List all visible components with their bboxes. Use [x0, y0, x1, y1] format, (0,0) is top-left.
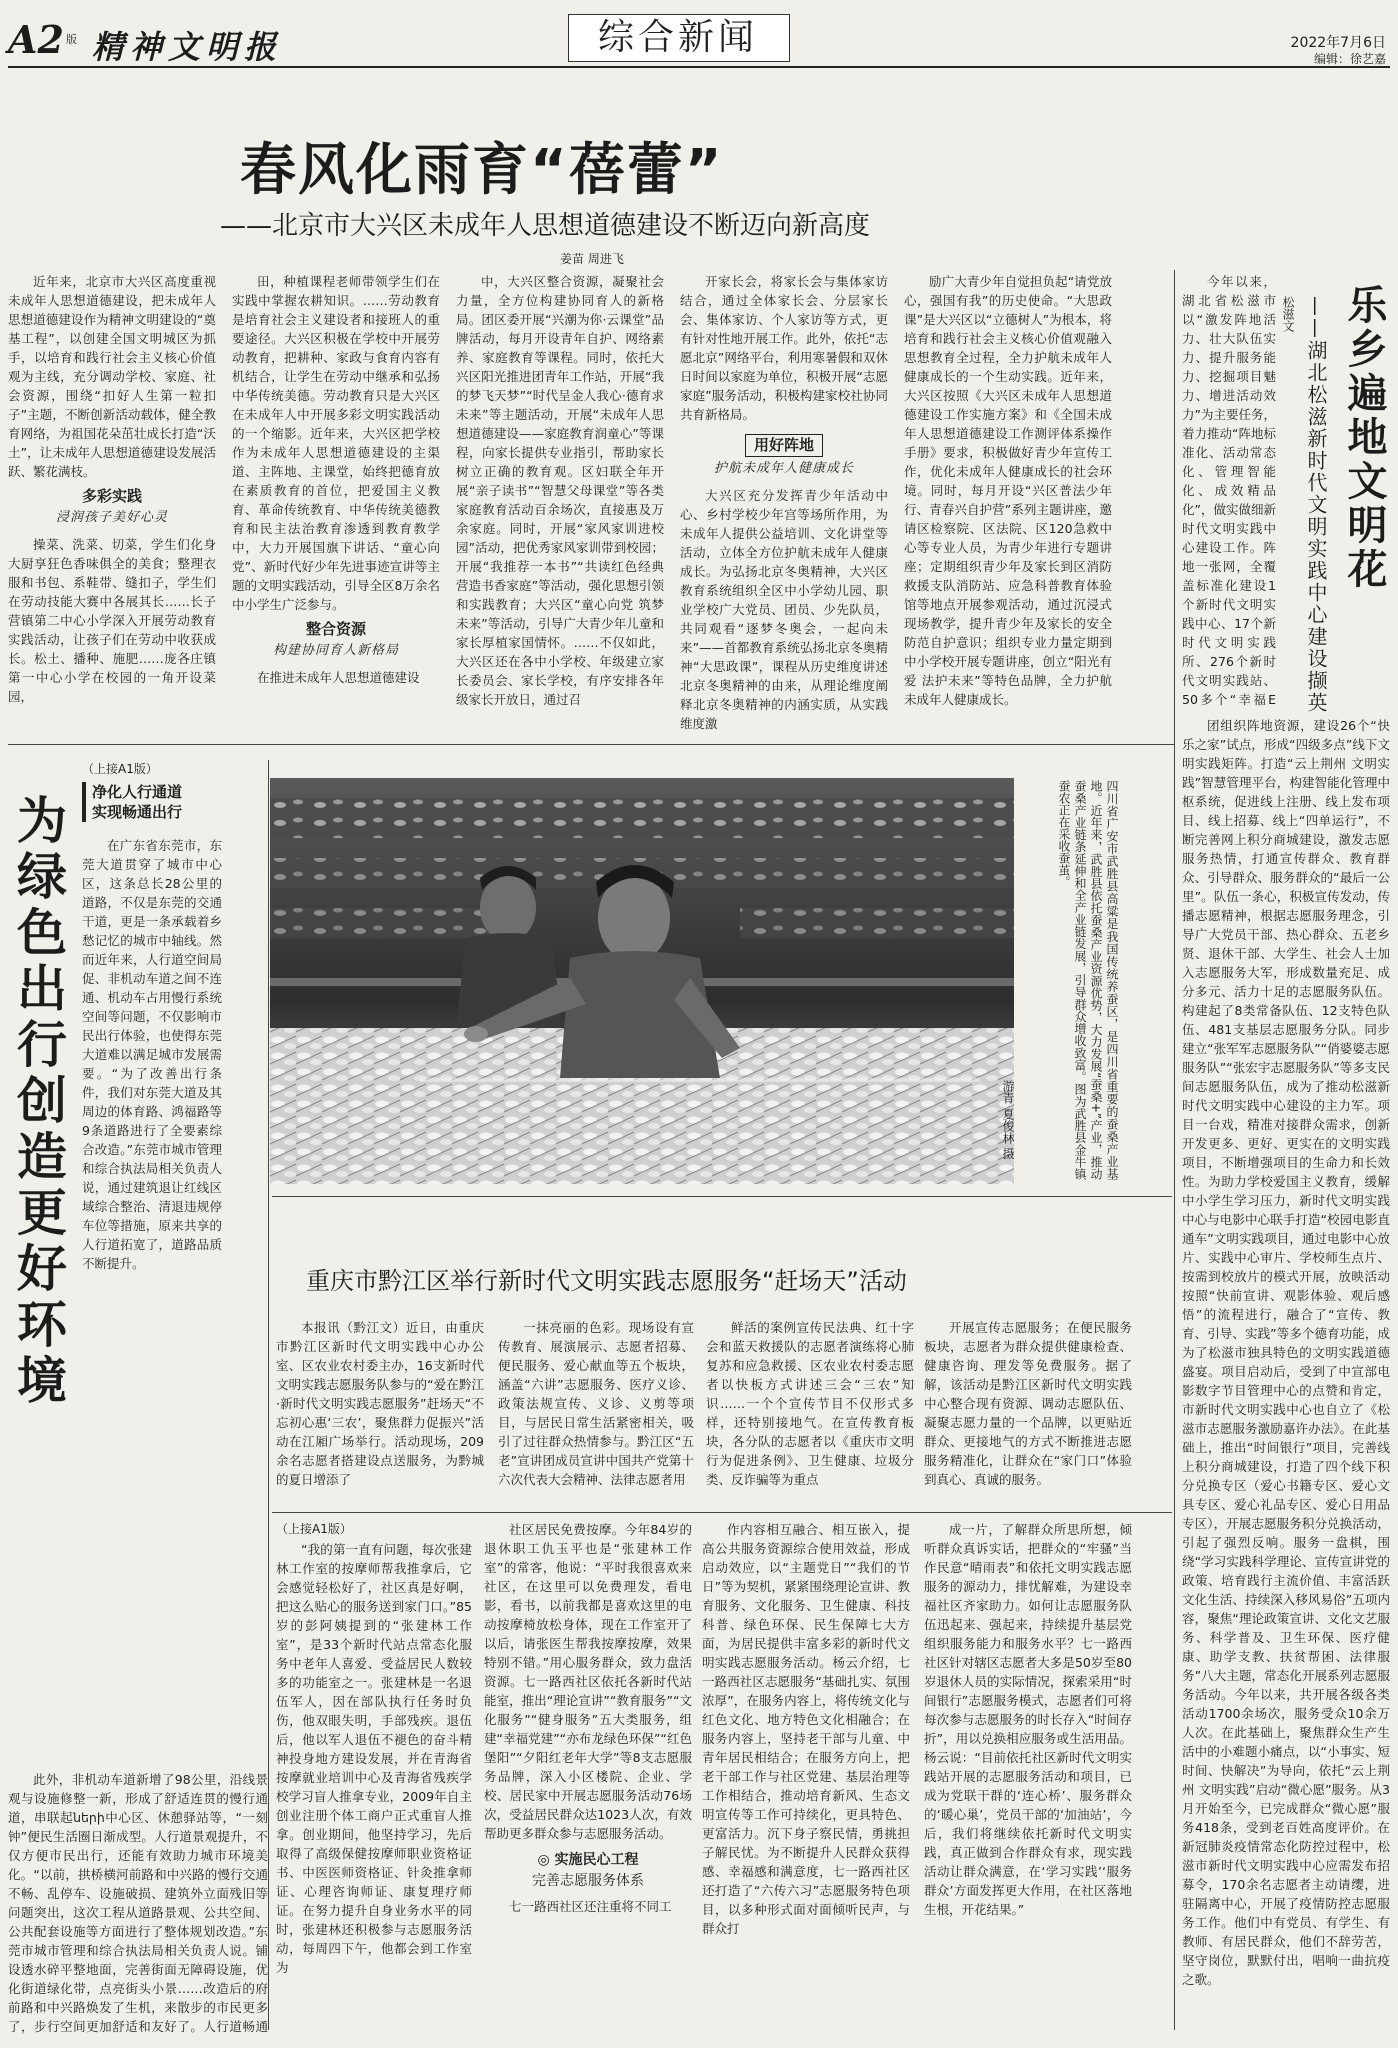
bottom-col-4: 成一片，了解群众所思所想，倾听群众真诉实话，把群众的“牢骚”当作民意“晴雨表”和依托文明实践志愿服务的源动力，排忧解难，为建设幸福社区齐家助力。如何让志愿服务队伍迅起来、强起来，持续提升基层党组织服务能力和服务水平？七一路西社区针对辖区志愿者大多是50岁至80岁退休人员的实际情况，探索采用“时间银行”志愿服务模式，志愿者们可将每次参与志愿服务的时长存入“时间存折”，用以兑换相应服务或生活用品。杨云说：“目前依托社区新时代文明实践站开展的志愿服务活动和项目，已成为党联干群的‘连心桥’、服务群众的‘暖心巢’，党员干部的‘加油站’，今后，我们将继续依托新时代文明实践，真正做到合作群众有求，现实践活动让群众满意，在‘学习实践’‘服务群众’方面发挥更大作用，在社区落地生根，开花结果。”: [924, 1522, 1132, 1917]
lead-byline: 姜苗 周进飞: [560, 252, 624, 266]
lead-subtitle: ——北京市大兴区未成年人思想道德建设不断迈向新高度: [220, 211, 871, 241]
side-body-narrow: 今年以来，湖北省松滋市以“激发阵地活力、壮大队伍实力、提升服务能力、挖掘项目魅力、增进活动效力”为主要任务，着力推动“阵地标准化、活动常态化、管理智能化、成效精品化”，做实做细新时代文明实践中心建设工作。阵地一张网，全覆盖标准化建设1个新时代文明实践中心、17个新时代文明实践所、276个新时代文明实践站、50多个“幸福E: [1182, 274, 1276, 707]
chongqing-col-1: 本报讯（黔江文）近日，由重庆市黔江区新时代文明实践中心办公室、区农业农村委主办，16支新时代文明实践志愿服务队参与的“爱在黔江·新时代文明实践志愿服务”赶场天“不忘初心惠‘三农’，聚焦群力促振兴”活动在江厢广场举行。活动现场，209余名志愿者搭建设点送服务，为黔城的夏日增添了: [276, 1320, 484, 1487]
silk-cocoon-photo: [270, 778, 1014, 1184]
lead-column-4: 开家长会，将家长会与集体家访结合，通过全体家长会、分层家长会、集体家访、个人家访等方式，更有针对性地开展工作。此外，依托“志愿北京”网络平台，利用寒暑假和双休日时间以家庭为单位，积极开展“志愿家庭”服务活动，积极构建家校社协同共育新格局。 用好阵地 护航未成年人健康成长 大兴区充分发挥青少年活动中心、乡村学校少年宫等场所作用，为未成年人提供公益培训、文化讲堂等活动，立体全方位护航未成年人健康成长。为弘扬北京冬奥精神，大兴区教育系统组织全区中小学幼儿园、职业学校广大党员、团员、少先队员，共同观看“逐梦冬奥会，一起向未来”——首都教育系统弘扬北京冬奥精神“大思政课”，课程从历史维度讲述北京冬奥精神的由来，从理论维度阐释北京冬奥精神的内涵实质，从实践维度激: [680, 274, 888, 730]
lead-box2-title: 整合资源: [305, 620, 366, 638]
chongqing-col-2: 一抹亮丽的色彩。现场设有宣传教育、展演展示、志愿者招募、便民服务、爱心献血等五个板块，涵盖“六讲”志愿服务、医疗义诊、政策法规宣传、义诊、义剪等项目，与居民日常生活紧密相关，吸引了过往群众热情参与。黔江区“五老”宣讲团成员宣讲中国共产党第十六次代表大会精神、法律志愿者用: [498, 1320, 694, 1487]
lead-column-1: 近年来，北京市大兴区高度重视未成年人思想道德建设，把未成年人思想道德建设作为精神文明建设的“奠基工程”，以创建全国文明城区为抓手，以培育和践行社会主义核心价值观为主线，充分调动学校、家庭、社会资源，围绕“扣好人生第一粒扣子”主题，不断创新活动载体，健全教育网络，为祖国花朵茁壮成长打造“沃土”，让未成年人思想道德建设发展活跃、繁花满枝。 多彩实践 浸润孩子美好心灵 操菜、洗菜、切菜，学生们化身大厨享狂色香味俱全的美食；整理衣服和书包、系鞋带、缝扣子，学生们在劳动技能大赛中各展其长……长子营镇第二中心小学深入开展劳动教育实践活动，让孩子们在劳动中收获成长。松土、播种、施肥……庞各庄镇第一中心小学在校园的一角开设菜园，: [8, 274, 216, 704]
section-title: 综合新闻: [597, 17, 758, 58]
lead-column-2: 田，种植课程老师带领学生们在实践中掌握农耕知识。……劳动教育是培育社会主义建设者和接班人的重要途径。大兴区积极在学校中开展劳动教育，把耕种、家政与食育内容有机结合，让学生在劳动中继承和弘扬中华传统美德。劳动教育只是大兴区在未成年人中开展多彩文明实践活动的一个缩影。近年来，大兴区把学校作为未成年人思想道德建设的主渠道、主阵地、主课堂，始终把德育放在素质教育的首位，把爱国主义教育、革命传统教育、中华传统美德教育和民主法治教育渗透到教育教学中，大力开展国旗下讲话、“童心向党”、新时代好少年先进事迹宣讲等主题的文明实践活动，引导全区8万余名中小学生广泛参与。 整合资源 构建协同育人新格局 在推进未成年人思想道德建设: [232, 274, 440, 685]
lead-headline: 春风化雨育“蓓蕾”: [240, 138, 724, 203]
issue-date: 2022年7月6日: [1290, 35, 1386, 51]
photo-credit: 游青 夏俊林 摄: [1001, 1080, 1015, 1160]
lead-column-3: 中，大兴区整合资源，凝聚社会力量，全方位构建协同育人的新格局。团区委开展“兴潮为你·云课堂”品牌活动，每月开设青年自护、网络素养、家庭教育等课程。同时，依托大兴区阳光推进团青年工作站，开展“我的梦飞天梦”“时代呈金人我心·德育求未来”等主题活动，开展“未成年人思想道德建设——家庭教育润童心”等课程，向家长提供专业指引，帮助家长树立正确的教育观。区妇联全年开展“亲子读书”“智慧父母课堂”等各类家庭教育活动百余场次，直接惠及万余家庭。同时，开展“家风家训进校园”活动，把优秀家风家训带到校园；开展“我推荐一本书”“共读红色经典 营造书香家庭”等活动，强化思想引领和实践教育；大兴区“童心向党 筑梦未来”等活动，引导广大青少年儿童和家长厚植家国情怀。……不仅如此，大兴区还在各中小学校、年级建立家长委员会、家长学校，有序安排各年级家长开放日，通过召: [456, 274, 664, 707]
green-column-narrow: 在广东省东莞市，东莞大道贯穿了城市中心区，这条总长28公里的道路，不仅是东莞的交通干道，更是一条承载着乡愁记忆的城市中轴线。然而近年来，人行道空间局促、非机动车道之间不连通、机动车占用慢行系统空间等问题，不仅影响市民出行体验，也使得东莞大道难以满足城市发展需要。“为了改善出行条件，我们对东莞大道及其周边的体育路、鸿福路等9条道路进行了全要素综合改造。”东莞市城市管理和综合执法局相关负责人说，通过建筑退让红线区域综合整治、清退违规停车位等措施，原来共享的人行道拓宽了，道路品质不断提升。: [82, 838, 222, 1271]
editor-credit: 编辑：徐艺嘉: [1313, 52, 1386, 66]
side-body-wide: 团组织阵地资源，建设26个“快乐之家”试点，形成“四级多点”线下文明实践矩阵。打造“云上荆州 文明实践”智慧管理平台，构建智能化管理中枢系统，促进线上注册、线上发布项目、线上招募、线上“四单运行”，不断完善网上积分商城建设，激发志愿服务热情，打通宣传群众、教育群众、引导群众、服务群众的“最后一公里”。队伍一条心，积极宣传发动，传播志愿精神，根据志愿服务理念，引导广大党员干部、热心群众、五老乡贤、退休干部、大学生、社会人士加入志愿服务大军，形成数量充足、成分多元、活力十足的志愿服务队伍。构建起了8类常备队伍、12支特色队伍、481支基层志愿服务分队。同步建立“张军军志愿服务队”“俏婆婆志愿服务队”“张宏宇志愿服务队”等多支民间志愿服务队伍，成为了推动松滋新时代文明实践中心建设的主力军。项目一台戏，精准对接群众需求，创新开发更多、更好、更实在的文明实践项目，不断增强项目的生命力和长效性。为助力学校爱国主义教育，缓解中小学生学习压力，新时代文明实践中心与电影中心联手打造“校园电影直通车”文明实践项目，通过电影中心放片、实践中心审片、学校师生点片、按需到校放片的模式开展，放映活动按照“快前宣讲、观影体验、观后感悟”的流程进行，融合了“宣传、教育、引导、实践”等多个德育功能，成为了松滋市独具特色的文明实践道德盛宴。项目启动后，受到了中宣部电影数字节目管理中心的点赞和肯定，市新时代文明实践中心也自立了《松滋市志愿服务激励嘉许办法》。在此基础上，推出“时间银行”项目，完善线上积分商城建设，打造了四个线下积分兑换专区（爱心书籍专区、爱心文具专区、爱心礼品专区、爱心日用品专区），开展志愿服务积分兑换活动，引起了强烈反响。服务一盘棋，围绕“学习实践科学理论、宣传宣讲党的政策、培育践行主流价值、丰富活跃文化生活、持续深入移风易俗”五项内容，聚焦“理论政策宣讲、文化文艺服务、科学普及、卫生环保、医疗健康、助学支教、扶贫帮困、法律服务”八大主题，常态化开展系列志愿服务活动。今年以来，共开展各级各类活动1700余场次，服务受众10余万人次。在此基础上，聚焦群众生产生活中的小难题小痛点，以“小事实、短时间、快解决”为导向，依托“云上荆州 文明实践”启动“微心愿”服务。从3月开始至今，已完成群众“微心愿”服务418条，受到老百姓高度评价。在新冠肺炎疫情常态化防控过程中，松滋市新时代文明实践中心应需发布招募令，170余名志愿者主动请缨，进驻隔离中心，开展了疫情防控志愿服务工作。他们中有党员、有学生、有教师、有居民群众，他们不辞劳苦，坚守岗位，默默付出，唱响一曲抗疫之歌。: [1182, 718, 1390, 1987]
lead-box2-subtitle: 构建协同育人新格局: [272, 643, 399, 658]
bottom-col-2: 社区居民免费按摩。今年84岁的退休职工仇玉平也是“张建林工作室”的常客，他说：“平时我很喜欢来社区，在这里可以免费理发，看电影，看书，以前我都是喜欢这里的电动按摩椅放松身体，现在工作室开了以后，请张医生帮我按摩按摩，效果特别不错。”用心服务群众，致力盘活资源。七一路西社区依托各新时代站能室，推出“理论宣讲”“教育服务”“文化服务”“健身服务”五大类服务，组建“幸福党建”“亦布龙绿色环保”“红色堡阳”“夕阳红老年大学”等8支志愿服务品牌，深入小区楼院、企业、学校、居民家中开展志愿服务活动76场次，受益居民群众达1023人次，有效帮助更多群众参与志愿服务活动。 ◎ 实施民心工程 完善志愿服务体系 七一路西社区还注重将不同工: [484, 1522, 692, 1914]
bottom-box-subtitle: 完善志愿服务体系: [532, 1873, 644, 1889]
bottom-continued: （上接A1版）: [276, 1522, 352, 1536]
chongqing-col-4: 开展宣传志愿服务；在便民服务板块，志愿者为群众提供健康检查、健康咨询、理发等免费服务。据了解，该活动是黔江区新时代文明实践中心整合现有资源、调动志愿队伍、凝聚志愿力量的一个品牌，以更贴近群众、更接地气的方式不断推进志愿服务精准化，让群众在“家门口”体验到真心、真诚的服务。: [924, 1320, 1132, 1487]
bottom-box-title: ◎ 实施民心工程: [537, 1852, 639, 1868]
masthead-rule: [8, 66, 1390, 68]
lead-box3-subtitle: 护航未成年人健康成长: [713, 461, 854, 476]
lead-column-5: 励广大青少年自觉担负起“请党放心，强国有我”的历史使命。“大思政课”是大兴区以“立德树人”为根本，将培育和践行社会主义核心价值观融入思想教育全过程，全力护航未成年人健康成长的一个生动实践。近年来，大兴区按照《大兴区未成年人思想道德建设工作实施方案》和《全国未成年人思想道德建设工作测评体系操作手册》要求，积极做好青少年宣传工作，优化未成年人健康成长的社会环境。同时，每月开设“兴区普法少年行、青春兴自护营”系列主题讲座，邀请区检察院、区法院、区120急救中心等专业人员，为青少年进行专题讲座；定期组织青少年及家长到区消防救援支队消防站、应急科普教育体验馆等地点开展参观活动，通过沉浸式现场教学，提升青少年及家长的安全防范自护意识；组织专业力量定期到中小学校开展专题讲座，创立“阳光有爱 法护未来”等特色品牌，全力护航未成年人健康成长。: [904, 274, 1112, 707]
lead-bottom-rule: [8, 744, 1174, 745]
photo-svg: [270, 778, 1014, 1184]
chongqing-headline: 重庆市黔江区举行新时代文明实践志愿服务“赶场天”活动: [306, 1267, 907, 1295]
green-divider: [268, 760, 269, 2030]
side-byline: 松滋文: [1281, 296, 1295, 332]
green-headline: 为绿色出行创造更好环境: [9, 794, 67, 1410]
side-headline: 乐乡遍地文明花: [1341, 284, 1387, 592]
paper-name: 精神文明报: [92, 28, 283, 66]
side-divider: [1174, 270, 1175, 2030]
chongqing-col-3: 鲜活的案例宣传民法典、红十字会和蓝天救援队的志愿者演练将心肺复苏和应急救援、区农业农村委志愿者以快板方式讲述三会“三农”知识……一个个宣传节目不仅形式多样，还特别接地气。在宣传教育板块，各分队的志愿者以《重庆市文明行为促进条例》、卫生健康、垃圾分类、反诈骗等为重点: [706, 1320, 914, 1487]
bottom-col-1: “我的第一直有问题，每次张建林工作室的按摩师帮我推拿后，它会感觉轻松好了，社区真是好啊，把这么贴心的服务送到家门口。”85岁的彭阿姨提到的“张建林工作室”，是33个新时代站点常态化服务中老年人喜爱、受益居民人数较多的功能室之一。张建林是一名退伍军人，因在部队执行任务时负伤，他双眼失明，手部残疾。退伍后，他以军人退伍不褪色的奋斗精神投身地方建设发展，并在青海省按摩就业培训中心及青海省残疾学校学习盲人推拿专业，2009年自主创业注册个体工商户正式重盲人推拿。创业期间，他坚持学习，先后取得了高级保健按摩师职业资格证书、中医医师资格证、针灸推拿师证、心理咨询师证、康复理疗师证。在努力提升自身业务水平的同时，张建林还积极参与志愿服务活动，每周四下午，他都会到工作室为: [276, 1542, 472, 1975]
lead-box1-subtitle: 浸润孩子美好心灵: [55, 510, 168, 525]
green-box-title: 净化人行通道 实现畅通出行: [82, 782, 232, 822]
bottom-col-3: 作内容相互融合、相互嵌入，提高公共服务资源综合使用效益，形成启动效应，以“主题党日”“我们的节日”等为契机，紧紧围绕理论宣讲、教育服务、文化服务、卫生健康、科技科普、绿色环保、民生保障七大方面，为居民提供丰富多彩的新时代文明实践志愿服务活动。杨云介绍，七一路西社区志愿服务“基础扎实、氛围浓厚”，在服务内容上，将传统文化与红色文化、地方特色文化相融合；在服务内容上，坚持老干部与儿童、中青年居民相结合；在服务方向上，把老干部工作与社区党建、基层治理等工作相结合，推动培育新风、生态文明宣传等工作可持续化，更具特色、更富活力。沉下身子察民情，勇挑担子解民忧。为不断提升人民群众获得感、幸福感和满意度，七一路西社区还打造了“六传六习”志愿服务特色项目，以多种形式面对面倾听民声，与群众打: [702, 1522, 910, 1936]
photo-caption: 四川省广安市武胜县高粱是我国传统养蚕区，是四川省重要的蚕桑产业基地。近年来，武胜县依托蚕桑产业资源优势，大力发展“蚕桑+”产业，推动蚕桑产业链条延伸和全产业链发展，引导群众增收致富。图为武胜县金牛镇蚕农正在采收蚕茧。: [1057, 780, 1119, 1180]
page-number: A2 版: [8, 17, 77, 62]
chongqing-bottom-rule: [272, 1512, 1172, 1513]
page-tag: 版: [65, 33, 77, 46]
lead-box1-title: 多彩实践: [81, 487, 142, 505]
lead-box3-title: 用好阵地: [680, 434, 888, 457]
side-subtitle: ——湖北松滋新时代文明实践中心建设撷英: [1304, 296, 1328, 714]
green-column-wide: 此外，非机动车道新增了98公里，沿线景观与设施修整一新，形成了舒适连贯的慢行通道，串联起ների中心区、休憩驿站等，“一刻钟”便民生活圈日渐成型。人行道景观提升，不仅方便市民出行，还能有效助力城市环境美化。“以前，拱桥横河前路和中兴路的慢行交通不畅、乱停车、设施破损、建筑外立面残旧等问题突出，这次工程从道路景观、公共空间、公共配套设施等方面进行了整体规划改造。”东莞市城市管理和综合执法局相关负责人说。铺设透水碎平整地面，完善街面无障碍设施，优化街道绿化带，点亮街头小景……改造后的府前路和中兴路焕发了生机，来散步的市民更多了，步行空间更加舒适和友好了。人行道畅通: [8, 1772, 268, 2034]
green-continued: （上接A1版）: [82, 762, 158, 776]
chongqing-top-rule: [272, 1196, 1172, 1197]
